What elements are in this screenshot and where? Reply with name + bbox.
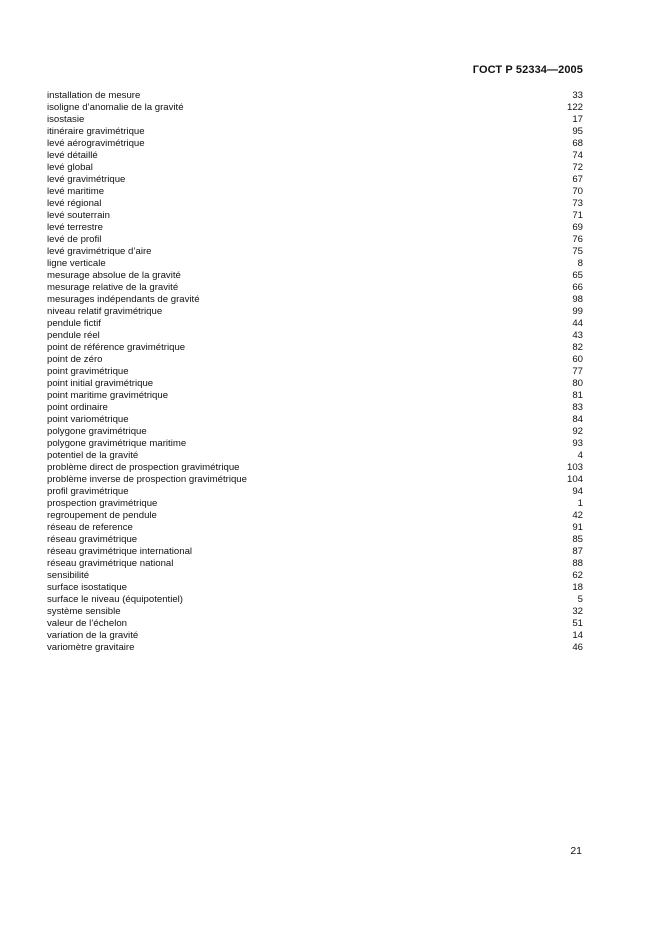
index-reference-number: 4 <box>577 450 583 461</box>
index-term: pendule réel <box>47 330 100 341</box>
index-entry <box>47 630 583 642</box>
index-term: profil gravimétrique <box>47 486 129 497</box>
index-entry <box>47 426 583 438</box>
alphabetical-index-list <box>47 90 583 654</box>
index-entry <box>47 162 583 174</box>
page-number: 21 <box>570 845 582 857</box>
index-reference-number: 14 <box>572 630 583 641</box>
index-entry <box>47 102 583 114</box>
index-term: levé souterrain <box>47 210 110 221</box>
index-reference-number: 93 <box>572 438 583 449</box>
index-entry <box>47 618 583 630</box>
index-term: isoligne d’anomalie de la gravité <box>47 102 184 113</box>
index-term: levé détaillé <box>47 150 98 161</box>
index-reference-number: 75 <box>572 246 583 257</box>
index-reference-number: 66 <box>572 282 583 293</box>
document-standard-header: ГОСТ Р 52334—2005 <box>472 64 583 76</box>
index-entry <box>47 522 583 534</box>
index-reference-number: 94 <box>572 486 583 497</box>
index-entry <box>47 390 583 402</box>
index-term: système sensible <box>47 606 121 617</box>
index-entry <box>47 150 583 162</box>
index-entry <box>47 354 583 366</box>
index-reference-number: 73 <box>572 198 583 209</box>
index-reference-number: 44 <box>572 318 583 329</box>
index-term: point de référence gravimétrique <box>47 342 186 353</box>
index-term: levé terrestre <box>47 222 103 233</box>
index-reference-number: 74 <box>572 150 583 161</box>
index-term: point variométrique <box>47 414 129 425</box>
index-entry <box>47 90 583 102</box>
index-reference-number: 82 <box>572 342 583 353</box>
index-term: regroupement de pendule <box>47 510 157 521</box>
index-entry <box>47 258 583 270</box>
index-term: mesurage relative de la gravité <box>47 282 179 293</box>
index-entry <box>47 582 583 594</box>
index-reference-number: 95 <box>572 126 583 137</box>
index-entry <box>47 534 583 546</box>
index-entry <box>47 558 583 570</box>
index-entry <box>47 642 583 654</box>
index-term: levé gravimétrique <box>47 174 126 185</box>
index-term: sensibilité <box>47 570 90 581</box>
index-reference-number: 122 <box>566 102 583 113</box>
index-term: réseau gravimétrique national <box>47 558 174 569</box>
index-reference-number: 8 <box>577 258 583 269</box>
index-term: problème direct de prospection gravimétrique <box>47 462 240 473</box>
index-term: surface isostatique <box>47 582 127 593</box>
index-reference-number: 91 <box>572 522 583 533</box>
index-term: réseau gravimétrique <box>47 534 138 545</box>
index-entry <box>47 498 583 510</box>
index-term: niveau relatif gravimétrique <box>47 306 163 317</box>
index-entry <box>47 570 583 582</box>
index-reference-number: 33 <box>572 90 583 101</box>
index-entry <box>47 174 583 186</box>
index-entry <box>47 330 583 342</box>
index-reference-number: 46 <box>572 642 583 653</box>
index-term: levé de profil <box>47 234 102 245</box>
index-reference-number: 84 <box>572 414 583 425</box>
index-reference-number: 76 <box>572 234 583 245</box>
index-term: polygone gravimétrique <box>47 426 147 437</box>
index-reference-number: 81 <box>572 390 583 401</box>
index-term: point gravimétrique <box>47 366 129 377</box>
index-term: polygone gravimétrique maritime <box>47 438 187 449</box>
index-entry <box>47 510 583 522</box>
index-entry <box>47 474 583 486</box>
index-entry <box>47 606 583 618</box>
index-entry <box>47 306 583 318</box>
index-entry <box>47 294 583 306</box>
index-entry <box>47 342 583 354</box>
index-reference-number: 5 <box>577 594 583 605</box>
index-term: mesurages indépendants de gravité <box>47 294 200 305</box>
index-entry <box>47 402 583 414</box>
index-entry <box>47 198 583 210</box>
index-reference-number: 88 <box>572 558 583 569</box>
index-entry <box>47 222 583 234</box>
index-reference-number: 68 <box>572 138 583 149</box>
index-reference-number: 98 <box>572 294 583 305</box>
index-term: point de zéro <box>47 354 103 365</box>
index-reference-number: 103 <box>566 462 583 473</box>
index-reference-number: 65 <box>572 270 583 281</box>
index-reference-number: 42 <box>572 510 583 521</box>
index-entry <box>47 186 583 198</box>
index-reference-number: 104 <box>566 474 583 485</box>
index-term: problème inverse de prospection gravimétrique <box>47 474 247 485</box>
index-reference-number: 92 <box>572 426 583 437</box>
index-term: levé global <box>47 162 93 173</box>
index-term: ligne verticale <box>47 258 106 269</box>
index-reference-number: 18 <box>572 582 583 593</box>
index-term: point maritime gravimétrique <box>47 390 169 401</box>
index-entry <box>47 486 583 498</box>
index-reference-number: 60 <box>572 354 583 365</box>
index-entry <box>47 246 583 258</box>
index-entry <box>47 462 583 474</box>
index-reference-number: 62 <box>572 570 583 581</box>
index-reference-number: 72 <box>572 162 583 173</box>
index-term: installation de mesure <box>47 90 141 101</box>
index-reference-number: 70 <box>572 186 583 197</box>
index-term: point ordinaire <box>47 402 108 413</box>
index-term: prospection gravimétrique <box>47 498 158 509</box>
index-reference-number: 80 <box>572 378 583 389</box>
index-entry <box>47 378 583 390</box>
index-entry <box>47 210 583 222</box>
index-entry <box>47 438 583 450</box>
index-reference-number: 85 <box>572 534 583 545</box>
index-term: variation de la gravité <box>47 630 139 641</box>
index-reference-number: 71 <box>572 210 583 221</box>
index-entry <box>47 138 583 150</box>
index-entry <box>47 270 583 282</box>
index-reference-number: 77 <box>572 366 583 377</box>
index-term: surface le niveau (équipotentiel) <box>47 594 183 605</box>
index-reference-number: 51 <box>572 618 583 629</box>
index-term: réseau gravimétrique international <box>47 546 193 557</box>
index-term: valeur de l’échelon <box>47 618 128 629</box>
index-term: levé gravimétrique d’aire <box>47 246 152 257</box>
index-reference-number: 17 <box>572 114 583 125</box>
index-reference-number: 99 <box>572 306 583 317</box>
index-term: potentiel de la gravité <box>47 450 139 461</box>
index-term: point initial gravimétrique <box>47 378 154 389</box>
index-term: réseau de reference <box>47 522 133 533</box>
index-reference-number: 87 <box>572 546 583 557</box>
index-entry <box>47 366 583 378</box>
index-entry <box>47 282 583 294</box>
index-term: variomètre gravitaire <box>47 642 135 653</box>
index-reference-number: 43 <box>572 330 583 341</box>
index-reference-number: 83 <box>572 402 583 413</box>
index-reference-number: 69 <box>572 222 583 233</box>
index-term: pendule fictif <box>47 318 101 329</box>
index-reference-number: 32 <box>572 606 583 617</box>
index-term: isostasie <box>47 114 85 125</box>
index-term: levé aérogravimétrique <box>47 138 145 149</box>
index-entry <box>47 546 583 558</box>
index-reference-number: 1 <box>577 498 583 509</box>
index-term: mesurage absolue de la gravité <box>47 270 181 281</box>
index-term: itinéraire gravimétrique <box>47 126 145 137</box>
index-entry <box>47 414 583 426</box>
index-entry <box>47 318 583 330</box>
index-term: levé régional <box>47 198 102 209</box>
index-entry <box>47 450 583 462</box>
index-entry <box>47 114 583 126</box>
index-entry <box>47 594 583 606</box>
index-term: levé maritime <box>47 186 105 197</box>
index-entry <box>47 126 583 138</box>
index-reference-number: 67 <box>572 174 583 185</box>
index-entry <box>47 234 583 246</box>
